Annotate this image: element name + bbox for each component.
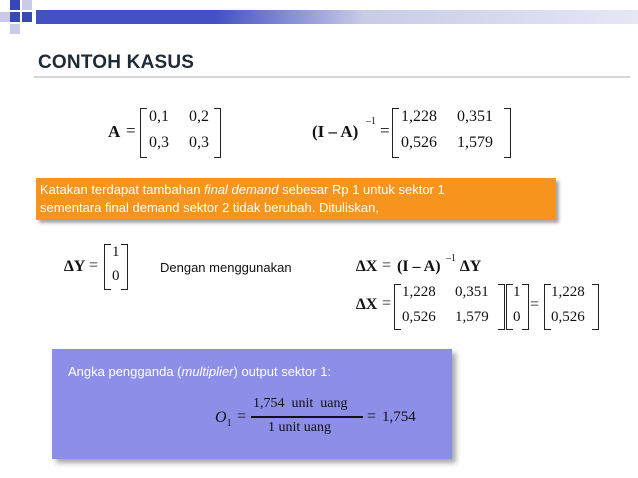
- multiplier-panel: [52, 349, 452, 459]
- note-box: [36, 178, 556, 220]
- note-line-2: sementara final demand sektor 2 tidak berubah. Dituliskan,: [40, 200, 379, 215]
- delta-y-value: 0: [112, 268, 120, 284]
- delta-x-lhs: ∆X: [356, 258, 378, 275]
- calc-equals: =: [382, 295, 392, 312]
- calc-result-bracket-left: [544, 284, 551, 330]
- calc-vector-bracket-right: [522, 284, 529, 330]
- multiplier-lhs-sub: 1: [226, 418, 232, 430]
- matrix-a-equals: =: [126, 121, 136, 140]
- method-text: Dengan menggunakan: [160, 260, 292, 275]
- calc-vector-cell: 1: [513, 284, 521, 300]
- multiplier-text: [68, 364, 331, 379]
- delta-x-equals: =: [382, 257, 392, 274]
- multiplier-text-post: ) output sektor 1:: [233, 364, 332, 379]
- matrix-a-cell: 0,1: [149, 108, 169, 125]
- title-divider: [34, 76, 630, 78]
- deco-square: [10, 12, 20, 22]
- calc-result-cell: 0,526: [551, 309, 585, 325]
- multiplier-result: 1,754: [382, 409, 416, 425]
- inverse-bracket-left: [392, 108, 399, 158]
- deco-square: [22, 12, 32, 22]
- calc-matrix-cell: 1,579: [455, 309, 489, 325]
- multiplier-lhs: [215, 409, 232, 429]
- multiplier-text-pre: Angka pengganda (: [68, 364, 182, 379]
- calc-matrix-cell: 1,228: [402, 284, 436, 300]
- calc-matrix-cell: 0,526: [402, 309, 436, 325]
- header-bar-fade: [216, 10, 638, 24]
- multiplier-denominator: 1 unit uang: [268, 420, 331, 435]
- delta-x-sup: –1: [446, 253, 456, 264]
- calc-vector-bracket-left: [506, 284, 513, 330]
- inverse-cell: 0,526: [401, 134, 437, 151]
- delta-x-rhs: (I – A): [397, 258, 441, 275]
- inverse-cell: 1,579: [457, 134, 493, 151]
- deco-square: [10, 0, 20, 10]
- delta-y-value: 1: [112, 244, 120, 260]
- multiplier-lhs-symbol: O: [215, 409, 227, 426]
- calc-result-cell: 1,228: [551, 284, 585, 300]
- calc-lhs: ∆X: [356, 296, 378, 313]
- delta-y-label: ∆Y: [64, 258, 86, 275]
- inverse-cell: 0,351: [457, 108, 493, 125]
- note-emphasis: final demand: [204, 182, 279, 197]
- inverse-label: (I – A): [312, 122, 359, 141]
- calc-matrix-bracket-left: [394, 284, 401, 330]
- matrix-a-bracket-left: [140, 108, 147, 158]
- matrix-a-cell: 0,3: [189, 134, 209, 151]
- deco-square: [22, 0, 32, 10]
- matrix-a-bracket-right: [214, 108, 221, 158]
- delta-y-bracket-right: [121, 244, 128, 290]
- delta-y-bracket-left: [104, 244, 111, 290]
- delta-x-tail: ∆Y: [460, 258, 482, 275]
- multiplier-equals-2: =: [367, 408, 377, 425]
- inverse-bracket-right: [504, 108, 511, 158]
- inverse-equals: =: [380, 121, 390, 140]
- note-text: sebesar Rp 1 untuk sektor 1: [278, 182, 445, 197]
- inverse-sup: –1: [366, 116, 376, 127]
- fraction-line: [251, 416, 363, 418]
- deco-square: [10, 24, 20, 34]
- multiplier-emphasis: multiplier: [181, 364, 234, 379]
- matrix-a-cell: 0,2: [189, 108, 209, 125]
- matrix-a-label: A: [108, 122, 121, 141]
- calc-matrix-cell: 0,351: [455, 284, 489, 300]
- matrix-a-cell: 0,3: [149, 134, 169, 151]
- multiplier-numerator: 1,754 unit uang: [253, 396, 348, 411]
- deco-square: [0, 12, 10, 22]
- calc-equals-2: =: [530, 296, 540, 313]
- multiplier-equals: =: [237, 408, 247, 425]
- header-bar: [36, 10, 216, 24]
- note-line-1: [40, 182, 445, 197]
- note-text: Katakan terdapat tambahan: [40, 182, 205, 197]
- calc-matrix-bracket-right: [498, 284, 505, 330]
- calc-vector-cell: 0: [513, 309, 521, 325]
- slide-title: CONTOH KASUS: [38, 52, 195, 73]
- inverse-cell: 1,228: [401, 108, 437, 125]
- calc-result-bracket-right: [592, 284, 599, 330]
- delta-y-equals: =: [89, 257, 99, 274]
